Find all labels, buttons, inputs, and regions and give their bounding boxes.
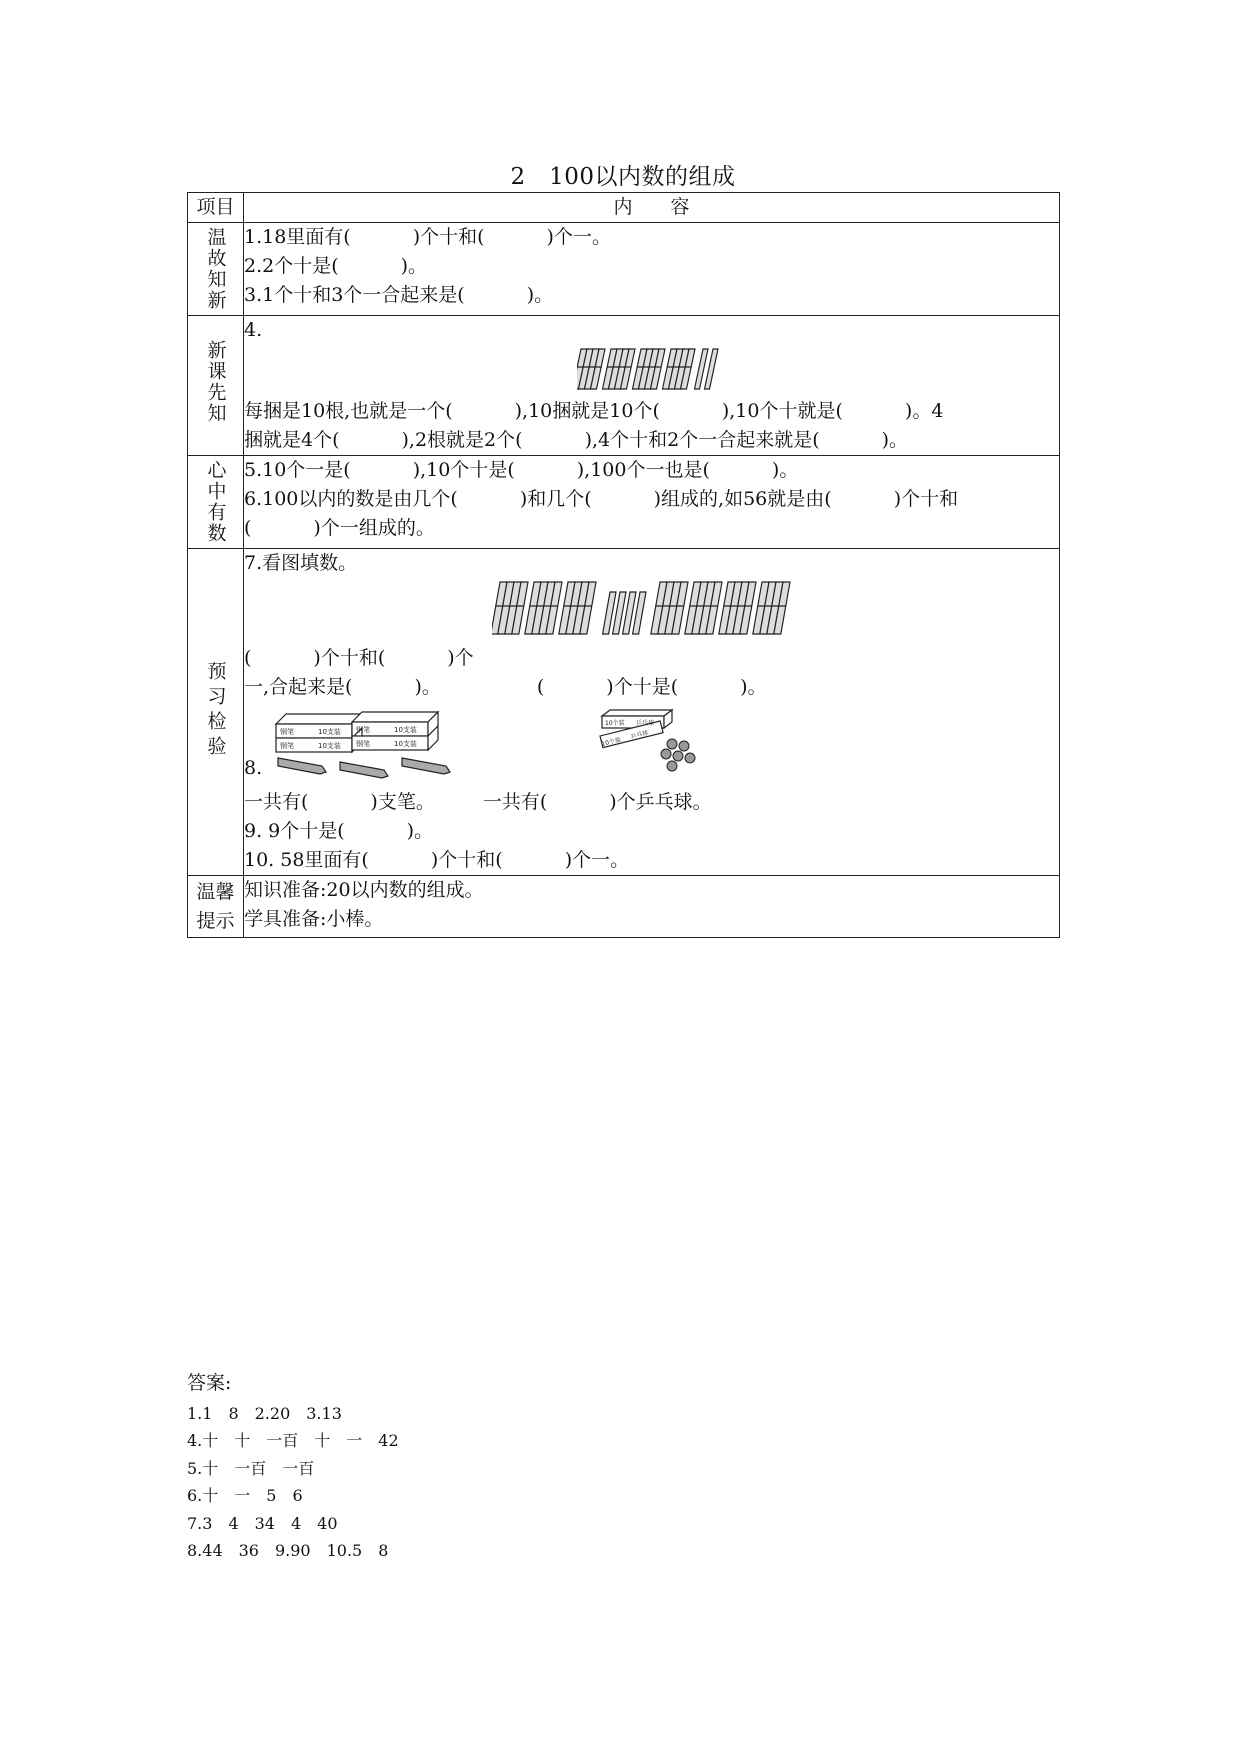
section-category: 温故知新 — [188, 223, 244, 316]
question-10: 10. 58里面有( )个十和( )个一。 — [244, 849, 630, 871]
question-7-line-2: 一,合起来是( )。 ( )个十是( )。 — [244, 676, 767, 698]
svg-text:钢笔: 钢笔 — [280, 728, 294, 736]
section-content — [244, 316, 1060, 456]
svg-text:钢笔: 钢笔 — [356, 740, 370, 748]
question-4-line-1: 每捆是10根,也就是一个( ),10捆就是10个( ),10个十就是( )。4 — [244, 400, 944, 422]
ball-boxes-icon — [592, 706, 702, 776]
table-header-row — [188, 193, 1060, 223]
section-tips-row — [188, 876, 1060, 938]
tip-knowledge: 知识准备:20以内数的组成。 — [244, 879, 484, 901]
question-3: 3.1个十和3个一合起来是( )。 — [244, 284, 554, 306]
answer-heading: 答案: — [187, 1372, 232, 1394]
section-content — [244, 876, 1060, 938]
section-preview-row — [188, 316, 1060, 456]
answer-line: 4.十 十 一百 十 一 42 — [187, 1431, 399, 1450]
bundled-sticks-icon — [577, 345, 727, 395]
svg-text:10个装: 10个装 — [605, 720, 625, 727]
question-8: 一共有( )支笔。 一共有( )个乒乓球。 — [244, 791, 712, 813]
question-9: 9. 9个十是( )。 — [244, 820, 434, 842]
question-4-line-2: 捆就是4个( ),2根就是2个( ),4个十和2个一合起来就是( )。 — [244, 429, 909, 451]
question-7-title: 7.看图填数。 — [244, 552, 358, 574]
answer-line: 6.十 一 5 6 — [187, 1486, 303, 1505]
bundled-sticks-icon — [492, 578, 812, 640]
pen-boxes-icon — [270, 702, 496, 782]
question-6: 6.100以内的数是由几个( )和几个( )组成的,如56就是由( )个十和 — [244, 488, 959, 510]
section-category: 预习检验 — [188, 549, 244, 876]
question-8-label: 8. — [244, 757, 263, 779]
section-content — [244, 456, 1060, 549]
header-project: 项目 — [188, 193, 244, 223]
answer-line: 1.1 8 2.20 3.13 — [187, 1403, 342, 1423]
svg-text:钢笔: 钢笔 — [280, 742, 294, 750]
question-4-label: 4. — [244, 319, 263, 341]
page-title: 2 100以内数的组成 — [510, 164, 736, 190]
svg-text:10支装: 10支装 — [318, 728, 341, 736]
header-content: 内 容 — [244, 193, 1060, 223]
sticks-figure — [244, 345, 1059, 397]
section-understanding-row — [188, 456, 1060, 549]
tip-tools: 学具准备:小棒。 — [244, 908, 384, 930]
section-content — [244, 223, 1060, 316]
sticks-figure-7 — [244, 578, 1059, 644]
section-category: 心中有数 — [188, 456, 244, 549]
question-6-cont: ( )个一组成的。 — [244, 517, 435, 539]
question-2: 2.2个十是( )。 — [244, 255, 428, 277]
section-review-row — [188, 223, 1060, 316]
answer-line: 5.十 一百 一百 — [187, 1458, 315, 1478]
section-content — [244, 549, 1060, 876]
svg-text:10支装: 10支装 — [394, 740, 417, 748]
worksheet-table — [187, 192, 1060, 938]
question-7-line-1: ( )个十和( )个 — [244, 647, 474, 669]
section-category: 温馨 提示 — [188, 876, 244, 938]
answer-line: 7.3 4 34 4 40 — [187, 1513, 338, 1533]
svg-text:钢笔: 钢笔 — [356, 726, 370, 734]
section-category: 新课先知 — [188, 316, 244, 456]
question-5: 5.10个一是( ),10个十是( ),100个一也是( )。 — [244, 459, 799, 481]
question-1: 1.18里面有( )个十和( )个一。 — [244, 226, 611, 248]
svg-text:乒乓球: 乒乓球 — [629, 729, 650, 741]
svg-text:10支装: 10支装 — [394, 726, 417, 734]
svg-text:乒乓球: 乒乓球 — [636, 720, 655, 727]
answer-section — [187, 1370, 399, 1565]
section-check-row — [188, 549, 1060, 876]
svg-text:10支装: 10支装 — [318, 742, 341, 750]
question-8-figures — [244, 702, 1059, 788]
answer-line: 8.44 36 9.90 10.5 8 — [187, 1541, 389, 1560]
svg-text:10个装: 10个装 — [600, 736, 622, 748]
